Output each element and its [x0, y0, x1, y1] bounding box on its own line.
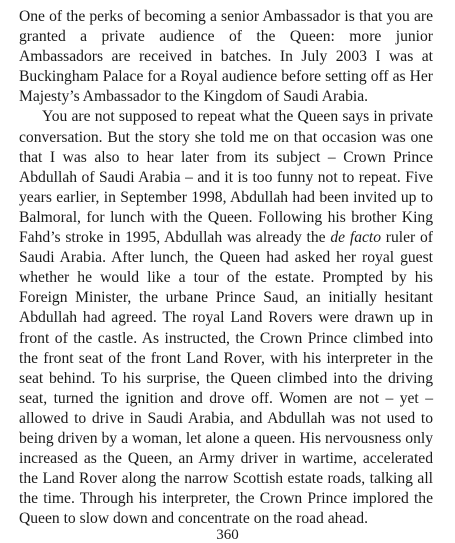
paragraph-2	[19, 107, 433, 529]
paragraph-1-text: One of the perks of becoming a senior Ambassador is that you are granted a private audience of the Queen: more junior Ambassadors are received in batches. In July 2003 I was at Buckingham Palace for a Royal audience before setting off as Her Majesty’s Ambassador to the Kingdom of Saudi Arabia.	[19, 8, 433, 106]
paragraph-2-italic-phrase: de facto	[330, 229, 382, 247]
paragraph-2-text-a: You are not supposed to repeat what the Queen says in private conversation. But the story she told me on that occasion was one that I was also to hear later from its subject – Crown Prince Abdullah of Saudi Arabia – and it is too funny not to repeat. Five years earlier, in September 1998, Abdullah had been invited up to Balmoral, for lunch with the Queen. Following his brother King Fahd’s stroke in 1995, Abdullah was already the	[19, 108, 433, 247]
paragraph-1	[19, 7, 433, 107]
page-body	[19, 7, 433, 529]
paragraph-2-text-b: ruler of Saudi Arabia. After lunch, the Queen had asked her royal guest whether he would like a tour of the estate. Prompted by his Foreign Minister, the urbane Prince Saud, an initially hesitant Abdullah had agreed. The royal Land Rovers were drawn up in front of the castle. As instructed, the Crown Prince climbed into the front seat of the front Land Rover, with his interpreter in the seat behind. To his surprise, the Queen climbed into the driving seat, turned the ignition and drove off. Women are not – yet – allowed to drive in Saudi Arabia, and Abdullah was not used to being driven by a woman, let alone a queen. His nervousness only increased as the Queen, an Army driver in wartime, accelerated the Land Rover along the narrow Scottish estate roads, talking all the time. Through his interpreter, the Crown Prince implored the Queen to slow down and concentrate on the road ahead.	[19, 229, 433, 528]
page-number: 360	[216, 527, 239, 543]
